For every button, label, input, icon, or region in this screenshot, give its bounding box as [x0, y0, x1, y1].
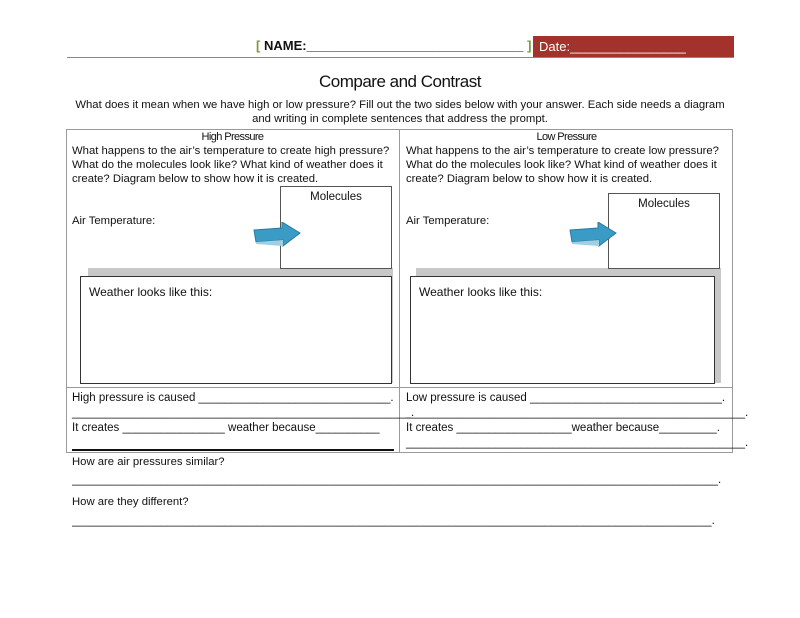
low-blank-line[interactable]: _____________________________________________________. — [406, 407, 749, 419]
low-blank-line-2[interactable]: _____________________________________________________. — [406, 437, 749, 449]
high-blank-line[interactable]: _____________________________________________________. — [72, 407, 415, 419]
low-pressure-question: What happens to the air’s temperature to create low pressure? What do the molecules look like? What kind of weather does it create? Diagram below to show how it is created. — [406, 145, 719, 185]
high-molecules-label: Molecules — [310, 191, 362, 203]
row-divider — [66, 387, 733, 388]
similar-question: How are air pressures similar? — [72, 456, 225, 468]
right-arrow-icon — [252, 222, 302, 250]
low-creates-line[interactable]: It creates __________________weather because_________. — [406, 422, 720, 434]
instructions: What does it mean when we have high or low pressure? Fill out the two sides below with your answer. Each side needs a diagram and writing in complete sentences that address the prompt. — [75, 99, 725, 125]
date-field[interactable]: Date:________________ — [533, 36, 734, 58]
right-arrow-icon — [568, 222, 618, 250]
name-bracket-close: ] — [527, 38, 532, 53]
low-pressure-heading: Low Pressure — [536, 131, 597, 143]
low-weather-label: Weather looks like this: — [419, 285, 543, 299]
header-divider — [67, 57, 734, 58]
low-caused-line[interactable]: Low pressure is caused ______________________________. — [406, 392, 726, 404]
high-weather-box[interactable] — [80, 276, 392, 384]
high-weather-label: Weather looks like this: — [89, 285, 213, 299]
high-bottom-rule — [72, 449, 394, 451]
different-answer-line[interactable]: ____________________________________________________________________________________________________. — [72, 515, 715, 527]
low-molecules-label: Molecules — [638, 198, 690, 210]
name-bracket-open: [ — [256, 38, 261, 53]
low-air-temperature-label: Air Temperature: — [406, 215, 490, 227]
low-molecules-box[interactable] — [608, 193, 720, 269]
different-question: How are they different? — [72, 496, 189, 508]
similar-answer-line[interactable]: _____________________________________________________________________________________________________. — [72, 474, 722, 486]
high-air-temperature-label: Air Temperature: — [72, 215, 156, 227]
page-title: Compare and Contrast — [319, 72, 481, 91]
low-weather-box[interactable] — [410, 276, 715, 384]
high-creates-line[interactable]: It creates ________________ weather because__________ — [72, 422, 380, 434]
high-pressure-heading: High Pressure — [201, 131, 264, 143]
high-pressure-question: What happens to the air’s temperature to create high pressure? What do the molecules look like? What kind of weather does it create? Diagram below to show how it is created. — [72, 145, 390, 185]
name-field[interactable] — [256, 38, 531, 53]
column-divider — [399, 129, 400, 453]
high-caused-line[interactable]: High pressure is caused ______________________________. — [72, 392, 394, 404]
name-label: NAME:______________________________ — [263, 38, 524, 53]
